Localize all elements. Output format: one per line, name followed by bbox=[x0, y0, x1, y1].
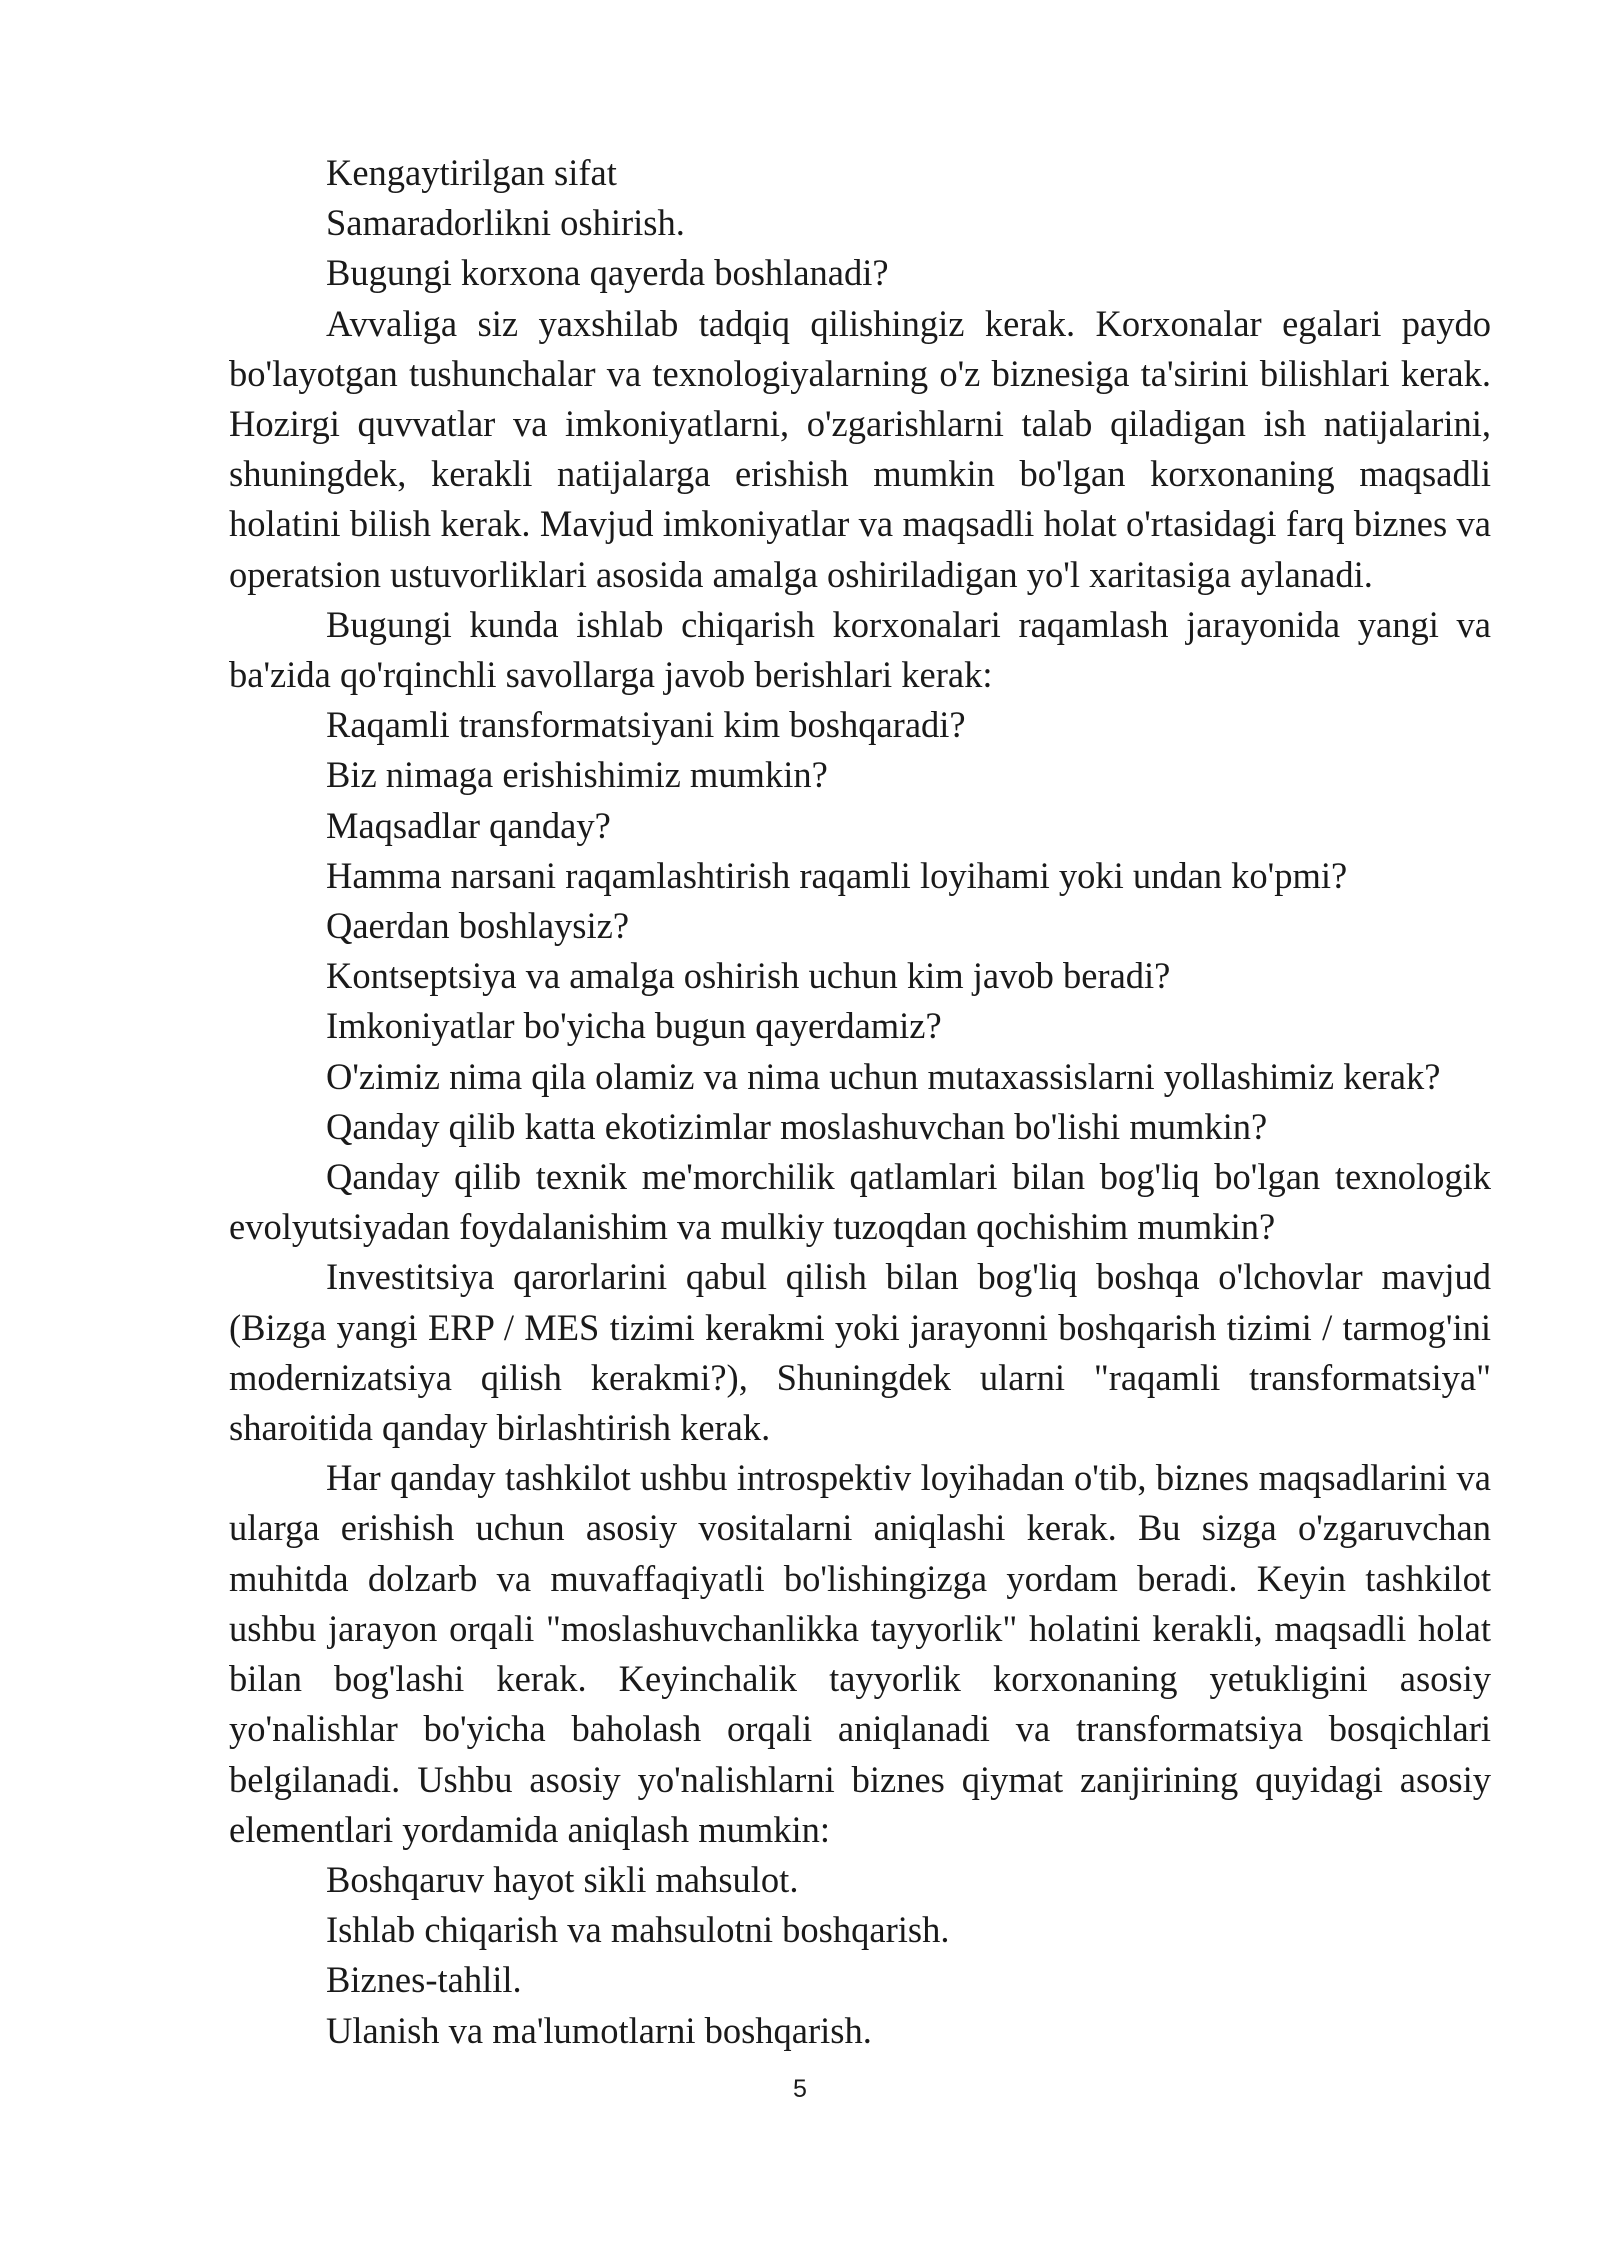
list-item: Boshqaruv hayot sikli mahsulot. bbox=[326, 1858, 799, 1900]
list-item: Kengaytirilgan sifat bbox=[326, 152, 617, 193]
page-number: 5 bbox=[793, 2075, 807, 2103]
list-item: Hamma narsani raqamlashtirish raqamli loyihami yoki undan ko'pmi? bbox=[326, 854, 1348, 896]
body-text bbox=[229, 148, 1491, 2056]
list-item: Biz nimaga erishishimiz mumkin? bbox=[326, 754, 828, 796]
list-item: O'zimiz nima qila olamiz va nima uchun mutaxassislarni yollashimiz kerak? bbox=[326, 1055, 1441, 1097]
list-item: Raqamli transformatsiyani kim boshqaradi? bbox=[326, 704, 966, 746]
paragraph: Avvaliga siz yaxshilab tadqiq qilishingiz kerak. Korxonalar egalari paydo bo'layotgan tushunchalar va texnologiyalarning o'z biznesiga ta'sirini bilishlari kerak. Hozirgi quvvatlar va imkoniyatlarni, o'zgarishlarni talab qiladigan ish natijalarini, shuningdek, kerakli natijalarga erishish mumkin bo'lgan korxonaning maqsadli holatini bilish kerak. Mavjud imkoniyatlar va maqsadli holat o'rtasidagi farq biznes va operatsion ustuvorliklari asosida amalga oshiriladigan yo'l xaritasiga aylanadi. bbox=[229, 302, 1491, 595]
list-item: Ulanish va ma'lumotlarni boshqarish. bbox=[326, 2009, 872, 2051]
paragraph: Investitsiya qarorlarini qabul qilish bilan bog'liq boshqa o'lchovlar mavjud (Bizga yangi ERP / MES tizimi kerakmi yoki jarayonni boshqarish tizimi / tarmog'ini modernizatsiya qilish kerakmi?), Shuningdek ularni "raqamli transformatsiya" sharoitida qanday birlashtirish kerak. bbox=[229, 1256, 1491, 1449]
list-item: Biznes-tahlil. bbox=[326, 1959, 522, 2001]
list-item: Ishlab chiqarish va mahsulotni boshqarish. bbox=[326, 1909, 950, 1951]
list-item: Maqsadlar qanday? bbox=[326, 804, 611, 846]
list-item: Kontseptsiya va amalga oshirish uchun kim javob beradi? bbox=[326, 955, 1171, 997]
paragraph: Bugungi kunda ishlab chiqarish korxonalari raqamlash jarayonida yangi va ba'zida qo'rqinchli savollarga javob berishlari kerak: bbox=[229, 603, 1491, 696]
paragraph: Har qanday tashkilot ushbu introspektiv loyihadan o'tib, biznes maqsadlarini va ularga erishish uchun asosiy vositalarni aniqlashi kerak. Bu sizga o'zgaruvchan muhitda dolzarb va muvaffaqiyatli bo'lishingizga yordam beradi. Keyin tashkilot ushbu jarayon orqali "moslashuvchanlikka tayyorlik" holatini kerakli, maqsadli holat bilan bog'lashi kerak. Keyinchalik tayyorlik korxonaning yetukligini asosiy yo'nalishlar bo'yicha baholash orqali aniqlanadi va transformatsiya bosqichlari belgilanadi. Ushbu asosiy yo'nalishlarni biznes qiymat zanjirining quyidagi asosiy elementlari yordamida aniqlash mumkin: bbox=[229, 1457, 1491, 1850]
paragraph: Qanday qilib texnik me'morchilik qatlamlari bilan bog'liq bo'lgan texnologik evolyutsiyadan foydalanishim va mulkiy tuzoqdan qochishim mumkin? bbox=[229, 1156, 1491, 1248]
list-item: Samaradorlikni oshirish. bbox=[326, 202, 685, 244]
list-item: Qanday qilib katta ekotizimlar moslashuvchan bo'lishi mumkin? bbox=[326, 1105, 1268, 1147]
list-item: Qaerdan boshlaysiz? bbox=[326, 905, 630, 947]
list-item: Imkoniyatlar bo'yicha bugun qayerdamiz? bbox=[326, 1005, 942, 1047]
list-item: Bugungi korxona qayerda boshlanadi? bbox=[326, 252, 889, 294]
